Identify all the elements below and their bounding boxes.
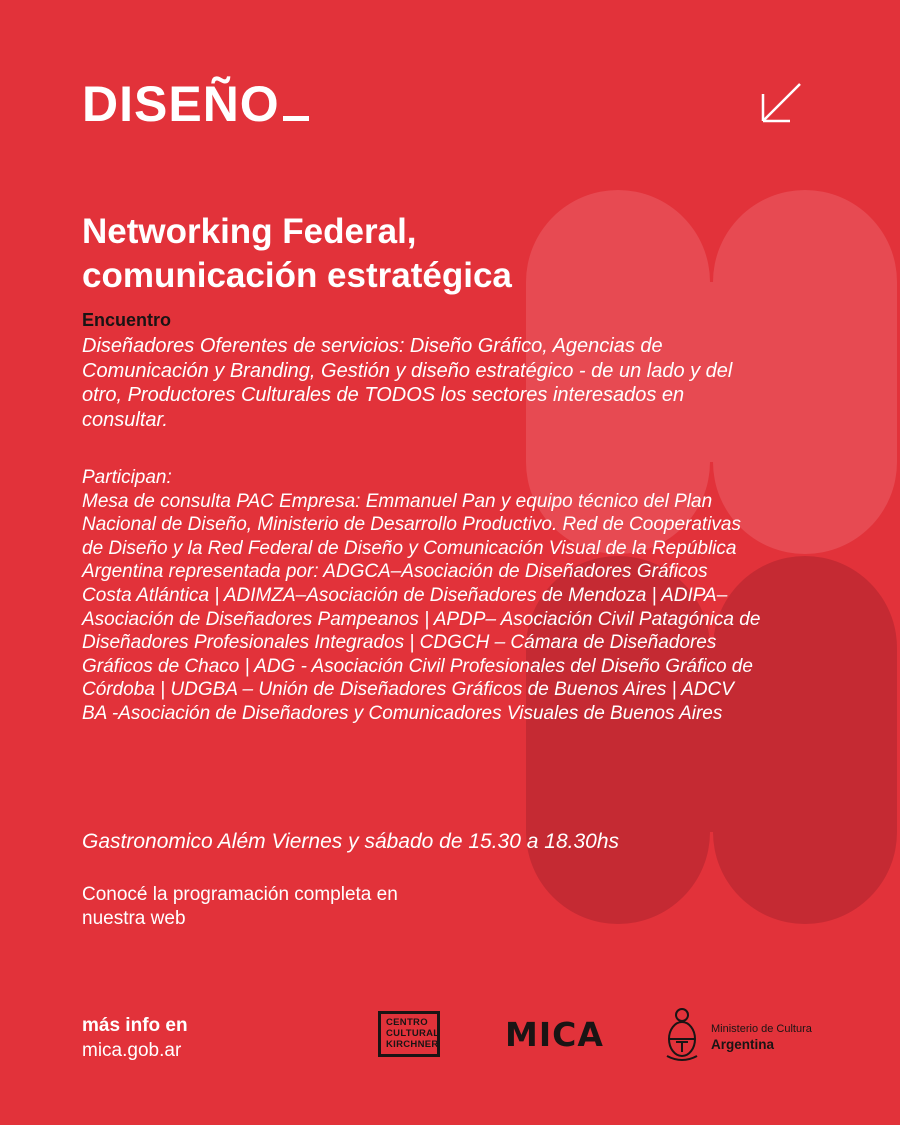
more-info xyxy=(82,1013,188,1063)
participants-block xyxy=(82,466,762,726)
ministry-logo xyxy=(711,1021,812,1053)
arrow-down-left-icon[interactable] xyxy=(760,82,802,124)
ministry-line-2: Argentina xyxy=(711,1037,775,1052)
event-kicker: Encuentro xyxy=(82,310,172,330)
more-info-label: más info en xyxy=(82,1015,188,1036)
program-cta: Conocé la programación completa en nuestra web xyxy=(82,884,398,929)
event-schedule: Gastronomico Além Viernes y sábado de 15.30 a 18.30hs xyxy=(82,830,619,853)
event-title-line-1: Networking Federal, xyxy=(82,212,417,251)
participants-label: Participan: xyxy=(82,467,172,488)
cursor-underscore xyxy=(283,116,309,121)
brand-title: DISEÑO xyxy=(82,76,309,132)
mica-logo: MICA xyxy=(505,1015,604,1054)
more-info-link[interactable]: mica.gob.ar xyxy=(82,1040,182,1061)
event-title xyxy=(82,210,512,298)
ministry-line-1: Ministerio de Cultura xyxy=(711,1023,812,1035)
national-coat-of-arms-icon xyxy=(664,1006,700,1062)
event-description: Diseñadores Oferentes de servicios: Diseño Gráfico, Agencias de Comunicación y Branding, Gestión y diseño estratégico - de un lado y del otro, Productores Culturales de TODOS los sectores interesados en consultar. xyxy=(82,335,733,431)
cck-logo: CENTRO CULTURAL KIRCHNER xyxy=(378,1011,440,1057)
participants-text: Mesa de consulta PAC Empresa: Emmanuel Pan y equipo técnico del Plan Nacional de Diseño, Ministerio de Desarrollo Productivo. Red de Cooperativas de Diseño y la Red Federal de Diseño y Comunicación Visual de la República Argentina representada por: ADGCA–Asociación de Diseñadores Gráficos Costa Atlántica | ADIMZA–Asociación de Diseñadores de Mendoza | ADIPA–Asociación de Diseñadores Pampeanos | APDP– Asociación Civil Patagónica de Diseñadores Profesionales Integrados | CDGCH – Cámara de Diseñadores Gráficos de Chaco | ADG - Asociación Civil Profesionales del Diseño Gráfico de Córdoba | UDGBA – Unión de Diseñadores Gráficos de Buenos Aires | ADCV BA -Asociación de Diseñadores y Comunicadores Visuales de Buenos Aires xyxy=(82,490,761,724)
event-title-line-2: comunicación estratégica xyxy=(82,256,512,295)
